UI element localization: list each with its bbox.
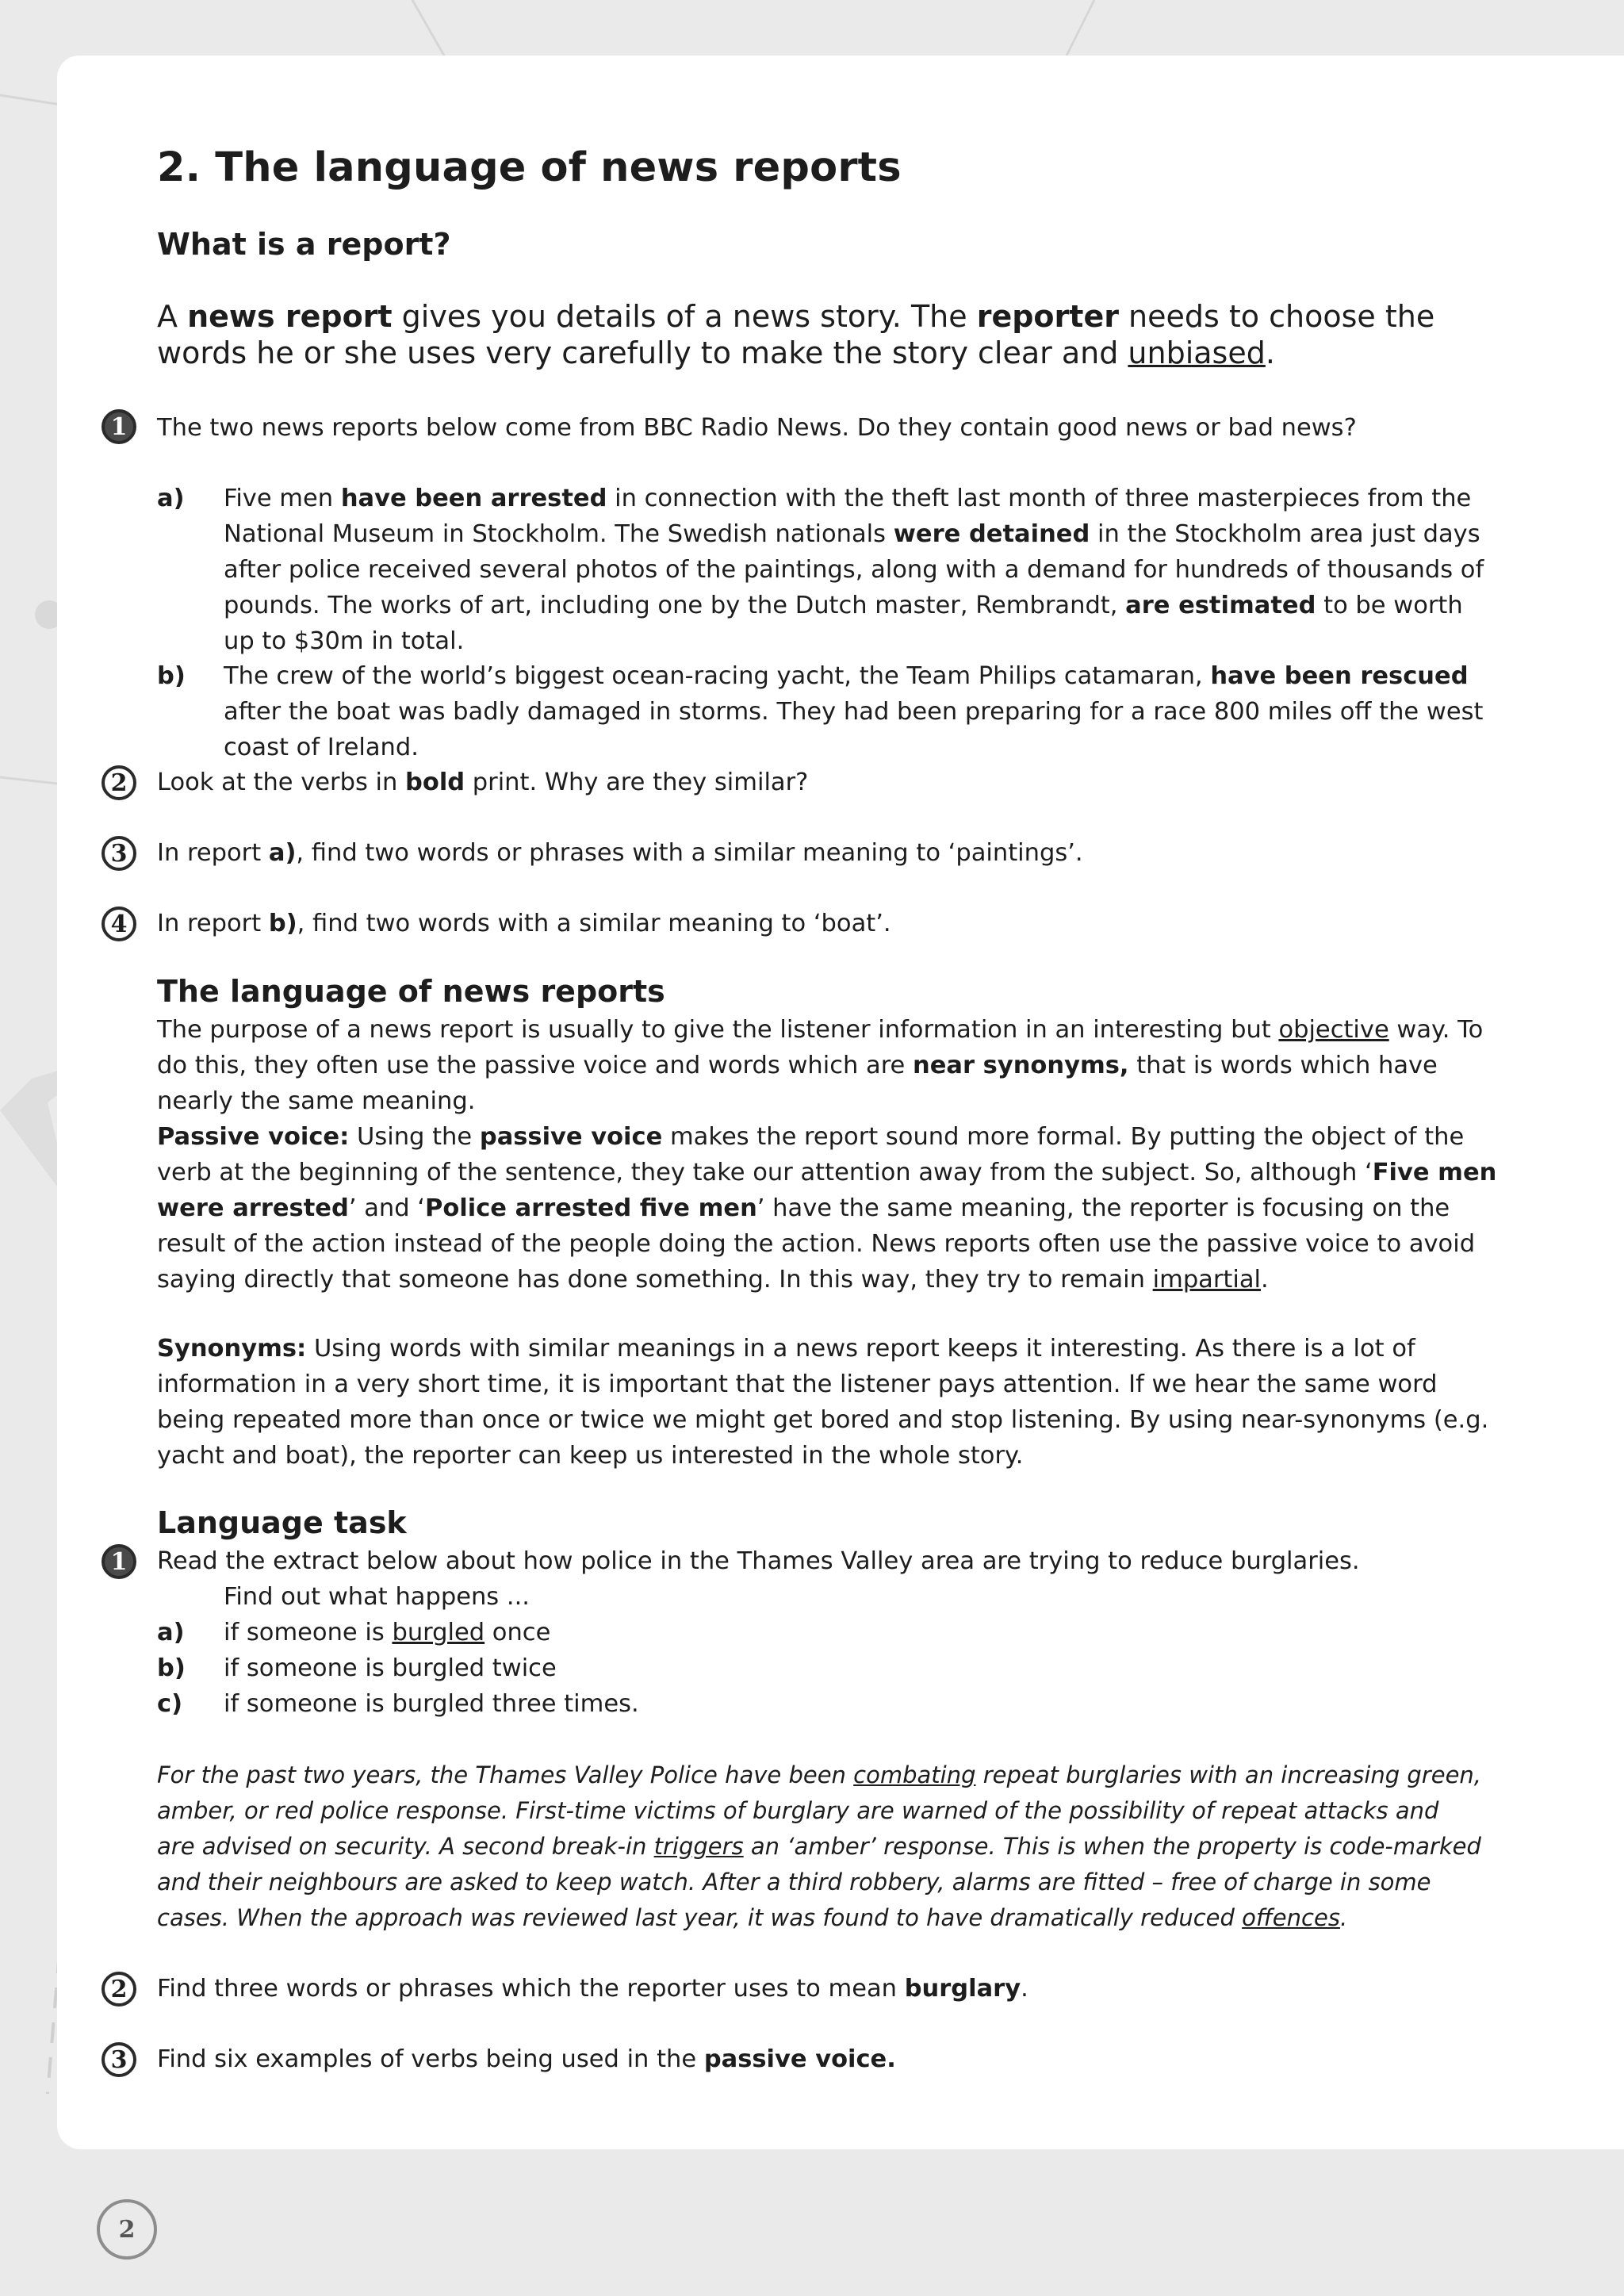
question-4-text: In report b), find two words with a similar meaning to ‘boat’. bbox=[157, 910, 891, 937]
task-1-subtext: Find out what happens ... bbox=[224, 1583, 530, 1611]
task-item-a-label: a) bbox=[157, 1619, 185, 1646]
report-b-label: b) bbox=[157, 662, 186, 690]
task-1-text: Read the extract below about how police in the Thames Valley area are trying to reduce burglaries. bbox=[157, 1547, 1360, 1575]
section-heading-language-task: Language task bbox=[157, 1505, 407, 1540]
question-number-badge: 3 bbox=[102, 2042, 136, 2077]
page-title: 2. The language of news reports bbox=[157, 144, 902, 191]
task-3-text: Find six examples of verbs being used in the passive voice. bbox=[157, 2045, 896, 2073]
intro-paragraph: A news report gives you details of a news story. The reporter needs to choose the words he or she uses very carefully to make the story clear and unbiased. bbox=[157, 299, 1435, 370]
burglary-extract: For the past two years, the Thames Valley Police have been combating repeat burglaries with an increasing green, amber, or red police response. First-time victims of burglary are warned of the possibility of repeat attacks and are advised on security. A second break-in triggers an ‘amber’ response. This is when the property is code-marked and their neighbours are asked to keep watch. After a third robbery, alarms are fitted – free of charge in some cases. When the approach was reviewed last year, it was found to have dramatically reduced offences. bbox=[157, 1761, 1482, 1931]
task-item-b-label: b) bbox=[157, 1654, 186, 1682]
passive-voice-paragraph: Passive voice: Using the passive voice makes the report sound more formal. By putting the object of the verb at the beginning of the sentence, they take our attention away from the subject. So, although ‘Five men were arrested’ and ‘Police arrested five men’ have the same meaning, the reporter is focusing on the result of the action instead of the people doing the action. News reports often use the passive voice to avoid saying directly that someone has done something. In this way, they try to remain impartial. bbox=[157, 1123, 1497, 1294]
question-number-badge: 3 bbox=[102, 836, 136, 871]
report-a-text: Five men have been arrested in connection with the theft last month of three masterpieces from the National Museum in Stockholm. The Swedish nationals were detained in the Stockholm area just days after police received several photos of the paintings, along with a demand for hundreds of thousands of pounds. The works of art, including one by the Dutch master, Rembrandt, are estimated to be worth up to $30m in total. bbox=[224, 485, 1484, 655]
task-item-c-label: c) bbox=[157, 1690, 183, 1718]
task-item-c-text: if someone is burgled three times. bbox=[224, 1690, 639, 1718]
report-b-text: The crew of the world’s biggest ocean-racing yacht, the Team Philips catamaran, have been rescued after the boat was badly damaged in storms. They had been preparing for a race 800 miles off the west coast of Ireland. bbox=[224, 662, 1484, 761]
question-number-badge: 2 bbox=[102, 1972, 136, 2007]
question-2-text: Look at the verbs in bold print. Why are they similar? bbox=[157, 769, 809, 796]
report-a-label: a) bbox=[157, 485, 185, 512]
section-heading-language-of-news-reports: The language of news reports bbox=[157, 974, 665, 1009]
question-number-badge: 1 bbox=[102, 1544, 136, 1579]
question-number-badge: 4 bbox=[102, 907, 136, 941]
section-heading-what-is-a-report: What is a report? bbox=[157, 227, 451, 262]
purpose-paragraph: The purpose of a news report is usually to give the listener information in an interesting but objective way. To do this, they often use the passive voice and words which are near synonyms, that is words which have nearly the same meaning. bbox=[157, 1016, 1484, 1115]
question-number-badge: 2 bbox=[102, 765, 136, 800]
question-1-text: The two news reports below come from BBC Radio News. Do they contain good news or bad news? bbox=[157, 414, 1357, 442]
question-number-badge: 1 bbox=[102, 409, 136, 444]
page-number: 2 bbox=[97, 2199, 157, 2260]
synonyms-paragraph: Synonyms: Using words with similar meanings in a news report keeps it interesting. As there is a lot of information in a very short time, it is important that the listener pays attention. If we hear the same word being repeated more than once or twice we might get bored and stop listening. By using near-synonyms (e.g. yacht and boat), the reporter can keep us interested in the whole story. bbox=[157, 1335, 1489, 1470]
question-3-text: In report a), find two words or phrases with a similar meaning to ‘paintings’. bbox=[157, 839, 1083, 867]
task-item-b-text: if someone is burgled twice bbox=[224, 1654, 557, 1682]
task-2-text: Find three words or phrases which the reporter uses to mean burglary. bbox=[157, 1975, 1028, 2003]
task-item-a-text: if someone is burgled once bbox=[224, 1619, 551, 1646]
